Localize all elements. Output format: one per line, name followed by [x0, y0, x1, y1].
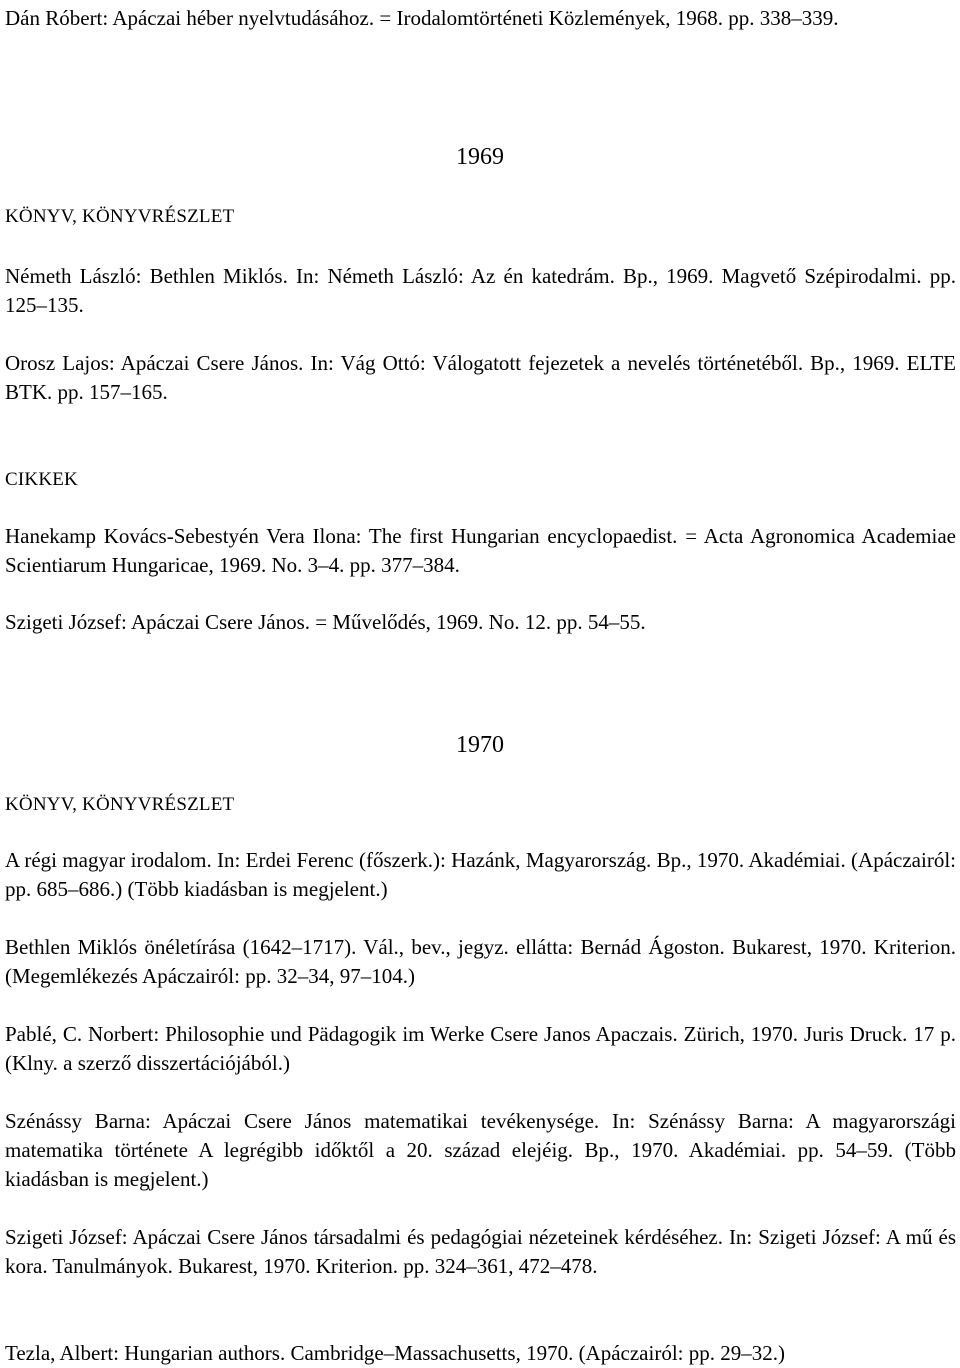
year-heading: 1970: [456, 732, 504, 758]
bibliography-entry: Orosz Lajos: Apáczai Csere János. In: Vág Ottó: Válogatott fejezetek a nevelés történetéből. Bp., 1969. ELTE BTK. pp. 157–165.: [5, 351, 956, 404]
bibliography-entry: Pablé, C. Norbert: Philosophie und Pädagogik im Werke Csere Janos Apaczais. Zürich, 1970. Juris Druck. 17 p. (Klny. a szerző disszertációjából.): [5, 1022, 956, 1075]
bibliography-entry: Hanekamp Kovács-Sebestyén Vera Ilona: The first Hungarian encyclopaedist. = Acta Agronomica Academiae Scientiarum Hungaricae, 1969. No. 3–4. pp. 377–384.: [5, 524, 956, 577]
year-heading: 1969: [456, 144, 504, 170]
bibliography-entry: Szénássy Barna: Apáczai Csere János matematikai tevékenysége. In: Szénássy Barna: A magyarországi matematika története A legrégibb időktől a 20. század elejéig. Bp., 1970. Akadémiai. pp. 54–59. (Több kiadásban is megjelent.): [5, 1109, 956, 1191]
bibliography-entry: A régi magyar irodalom. In: Erdei Ferenc (főszerk.): Hazánk, Magyarország. Bp., 1970. Akadémiai. (Apáczairól: pp. 685–686.) (Több kiadásban is megjelent.): [5, 848, 956, 901]
bibliography-entry: Szigeti József: Apáczai Csere János társadalmi és pedagógiai nézeteinek kérdéséhez. In: Szigeti József: A mű és kora. Tanulmányok. Bukarest, 1970. Kriterion. pp. 324–361, 472–478.: [5, 1225, 956, 1278]
bibliography-entry: Szigeti József: Apáczai Csere János. = Művelődés, 1969. No. 12. pp. 54–55.: [5, 610, 646, 634]
bibliography-entry: Tezla, Albert: Hungarian authors. Cambridge–Massachusetts, 1970. (Apáczairól: pp. 29–32.): [5, 1341, 785, 1365]
section-heading-articles: CIKKEK: [5, 469, 78, 490]
section-heading-books: KÖNYV, KÖNYVRÉSZLET: [5, 206, 235, 227]
section-heading-books: KÖNYV, KÖNYVRÉSZLET: [5, 794, 235, 815]
bibliography-entry: Bethlen Miklós önéletírása (1642–1717). Vál., bev., jegyz. ellátta: Bernád Ágoston. Bukarest, 1970. Kriterion. (Megemlékezés Apáczairól: pp. 32–34, 97–104.): [5, 935, 956, 988]
bibliography-entry: Dán Róbert: Apáczai héber nyelvtudásához. = Irodalomtörténeti Közlemények, 1968. pp. 338–339.: [5, 6, 839, 30]
bibliography-entry: Németh László: Bethlen Miklós. In: Németh László: Az én katedrám. Bp., 1969. Magvető Szépirodalmi. pp. 125–135.: [5, 264, 956, 317]
